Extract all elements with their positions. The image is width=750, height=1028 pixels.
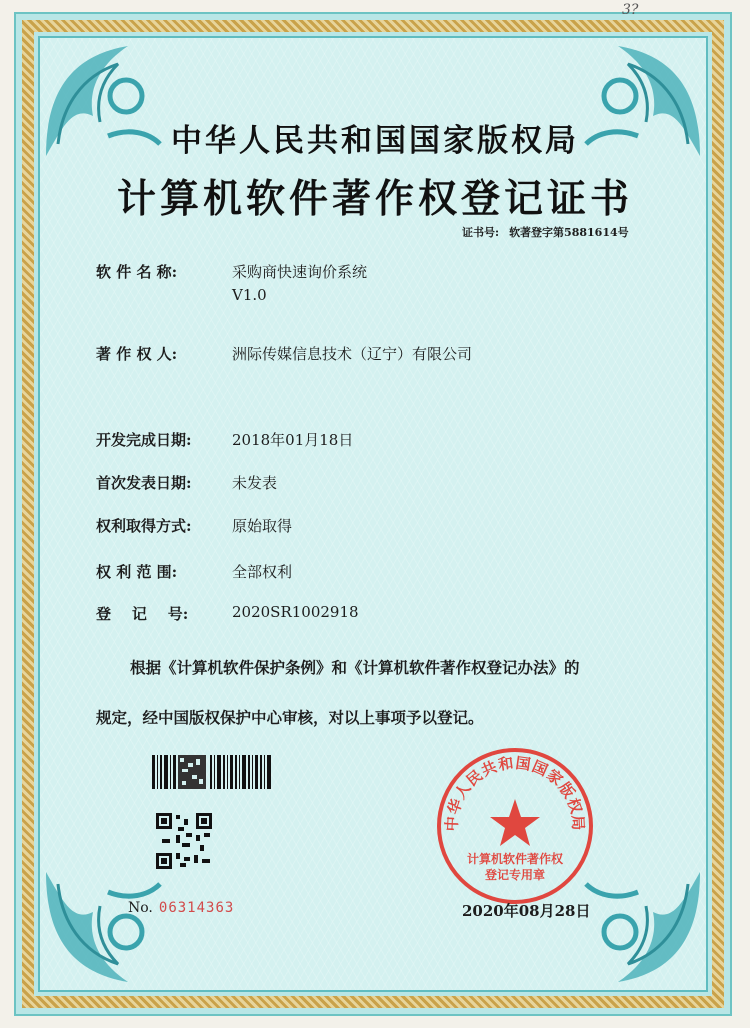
qr-code — [156, 813, 212, 869]
serial-number-label: No. — [128, 900, 153, 916]
certificate-title: 计算机软件著作权登记证书 — [116, 176, 633, 222]
field-completion-date — [96, 429, 353, 450]
registration-number-value: 2020SR1002918 — [232, 603, 359, 621]
handwritten-mark: 3? — [622, 2, 639, 18]
seal-center-line-1: 计算机软件著作权 — [466, 852, 564, 866]
field-software-name — [96, 261, 367, 282]
declaration-line-2: 规定，经中国版权保护中心审核，对以上事项予以登记。 — [96, 708, 484, 727]
field-scope — [96, 561, 292, 582]
registration-number-label: 登 记 号: — [96, 605, 189, 623]
field-registration-number — [96, 603, 359, 624]
field-owner — [96, 343, 472, 364]
barcode — [152, 755, 272, 789]
declaration-line-1: 根据《计算机软件保护条例》和《计算机软件著作权登记办法》的 — [130, 658, 580, 677]
owner-label: 著 作 权 人: — [96, 345, 178, 363]
seal-center-line-2: 登记专用章 — [484, 868, 546, 882]
acquisition-label: 权利取得方式: — [96, 517, 192, 535]
certificate-number — [462, 224, 629, 240]
acquisition-value: 原始取得 — [232, 517, 293, 535]
software-name-value: 采购商快速询价系统 — [232, 263, 368, 281]
field-acquisition — [96, 515, 292, 536]
scope-value: 全部权利 — [232, 563, 293, 581]
owner-value: 洲际传媒信息技术（辽宁）有限公司 — [232, 345, 473, 363]
software-version: V1.0 — [232, 286, 267, 304]
corner-ornament-bottom-right — [578, 862, 708, 992]
official-seal — [434, 745, 596, 907]
certificate-number-value: 软著登字第5881614号 — [509, 226, 629, 239]
serial-number — [128, 900, 234, 916]
completion-date-label: 开发完成日期: — [96, 431, 192, 449]
software-name-label: 软 件 名 称: — [96, 263, 178, 281]
first-publish-label: 首次发表日期: — [96, 474, 192, 492]
first-publish-value: 未发表 — [232, 474, 278, 492]
issuer-title: 中华人民共和国国家版权局 — [171, 123, 579, 159]
field-first-publish — [96, 472, 277, 493]
certificate-number-label: 证书号: — [462, 226, 500, 239]
completion-date-value: 2018年01月18日 — [232, 431, 354, 449]
star-icon — [490, 799, 540, 846]
corner-ornament-bottom-left — [38, 862, 168, 992]
seal-ring-text: 中华人民共和国国家版权局 — [442, 753, 588, 832]
issue-date: 2020年08月28日 — [462, 902, 591, 920]
scope-label: 权 利 范 围: — [96, 563, 178, 581]
serial-number-value: 06314363 — [158, 900, 235, 916]
